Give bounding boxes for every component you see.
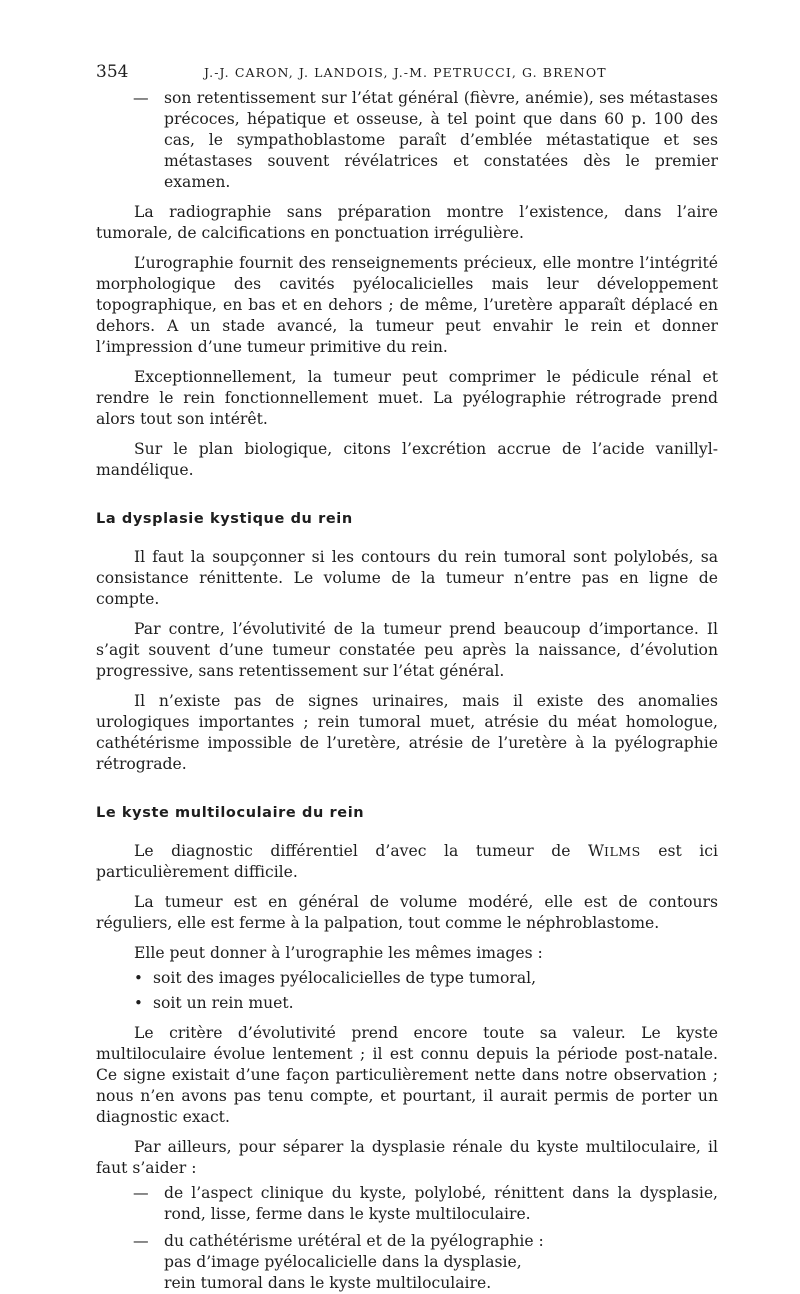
- bullet-list: [96, 968, 718, 1014]
- running-header: [96, 62, 718, 88]
- list-item-text: soit un rein muet.: [153, 994, 294, 1012]
- paragraph-dysplasie-3: Il n’existe pas de signes urinaires, mais il existe des anomalies urologiques importantes ; rein tumoral muet, atrésie du méat homologue, cathétérisme impossible de l’uretère, atrésie de l’uretère à la pyélographie rétrograde.: [96, 692, 718, 773]
- paragraph-dysplasie-2: Par contre, l’évolutivité de la tumeur prend beaucoup d’importance. Il s’agit souvent d’une tumeur constatée peu après la naissance, d’évolution progressive, sans retentissement sur l’état général.: [96, 620, 718, 680]
- page-number: 354: [96, 62, 129, 82]
- dash-marker: —: [133, 1184, 149, 1202]
- dash-item-line: du cathétérisme urétéral et de la pyélographie :: [164, 1232, 544, 1250]
- document-page: [96, 62, 718, 1294]
- dash-item-text: son retentissement sur l’état général (fièvre, anémie), ses métastases précoces, hépatique et osseuse, à tel point que dans 60 p. 100 des cas, le sympathoblastome paraît d’emblée métastatique et ses métastases souvent révélatrices et constatées dès le premier examen.: [164, 89, 718, 191]
- paragraph-urographie: L’urographie fournit des renseignements précieux, elle montre l’intégrité morphologique des cavités pyélocalicielles mais leur développement topographique, en bas et en dehors ; de même, l’uretère apparaît déplacé en dehors. A un stade avancé, la tumeur peut envahir le rein et donner l’impression d’une tumeur primitive du rein.: [96, 254, 718, 356]
- list-item: [96, 968, 718, 989]
- wilms-name-small-caps: ILMS: [604, 844, 641, 859]
- paragraph-kyste-1-end: est ici particulièrement difficile.: [96, 842, 718, 881]
- dash-item-line: pas d’image pyélocalicielle dans la dysplasie,: [164, 1253, 522, 1271]
- paragraph-biologique: Sur le plan biologique, citons l’excrétion accrue de l’acide vanillyl-mandélique.: [96, 440, 718, 479]
- paragraph-dysplasie-1: Il faut la soupçonner si les contours du rein tumoral sont polylobés, sa consistance rénittente. Le volume de la tumeur n’entre pas en ligne de compte.: [96, 548, 718, 608]
- paragraph-kyste-5: Par ailleurs, pour séparer la dysplasie rénale du kyste multiloculaire, il faut s’aider :: [96, 1138, 718, 1177]
- dash-item-line: rein tumoral dans le kyste multiloculaire.: [164, 1274, 492, 1292]
- paragraph-radiographie: La radiographie sans préparation montre l’existence, dans l’aire tumorale, de calcifications en ponctuation irrégulière.: [96, 203, 718, 242]
- paragraph-kyste-1: [96, 841, 718, 883]
- dash-item-text: de l’aspect clinique du kyste, polylobé, rénittent dans la dysplasie, rond, lisse, ferme dans le kyste multiloculaire.: [164, 1184, 718, 1223]
- paragraph-kyste-2: La tumeur est en général de volume modéré, elle est de contours réguliers, elle est ferme à la palpation, tout comme le néphroblastome.: [96, 893, 718, 932]
- paragraph-exceptionnellement: Exceptionnellement, la tumeur peut comprimer le pédicule rénal et rendre le rein fonctionnellement muet. La pyélographie rétrograde prend alors tout son intérêt.: [96, 368, 718, 428]
- dash-item-retentissement: [96, 88, 718, 193]
- paragraph-kyste-1-start: Le diagnostic différentiel d’avec la tumeur de: [134, 842, 589, 860]
- paragraph-kyste-3: Elle peut donner à l’urographie les mêmes images :: [134, 944, 543, 962]
- section-heading-dysplasie: La dysplasie kystique du rein: [96, 511, 353, 527]
- bullet-marker: •: [134, 994, 143, 1012]
- dash-marker: —: [133, 89, 149, 107]
- section-heading-kyste: Le kyste multiloculaire du rein: [96, 805, 365, 821]
- dash-item-catheterisme: [96, 1231, 718, 1294]
- wilms-name-initial: W: [588, 842, 605, 860]
- dash-marker: —: [133, 1232, 149, 1250]
- dash-item-aspect-clinique: [96, 1183, 718, 1225]
- bullet-marker: •: [134, 969, 143, 987]
- list-item: [96, 993, 718, 1014]
- list-item-text: soit des images pyélocalicielles de type tumoral,: [153, 969, 537, 987]
- running-header-authors: J.-J. CARON, J. LANDOIS, J.-M. PETRUCCI, G. BRENOT: [204, 65, 607, 80]
- paragraph-kyste-4: Le critère d’évolutivité prend encore toute sa valeur. Le kyste multiloculaire évolue lentement ; il est connu depuis la période post-natale. Ce signe existait d’une façon particulièrement nette dans notre observation ; nous n’en avons pas tenu compte, et pourtant, il aurait permis de porter un diagnostic exact.: [96, 1024, 718, 1126]
